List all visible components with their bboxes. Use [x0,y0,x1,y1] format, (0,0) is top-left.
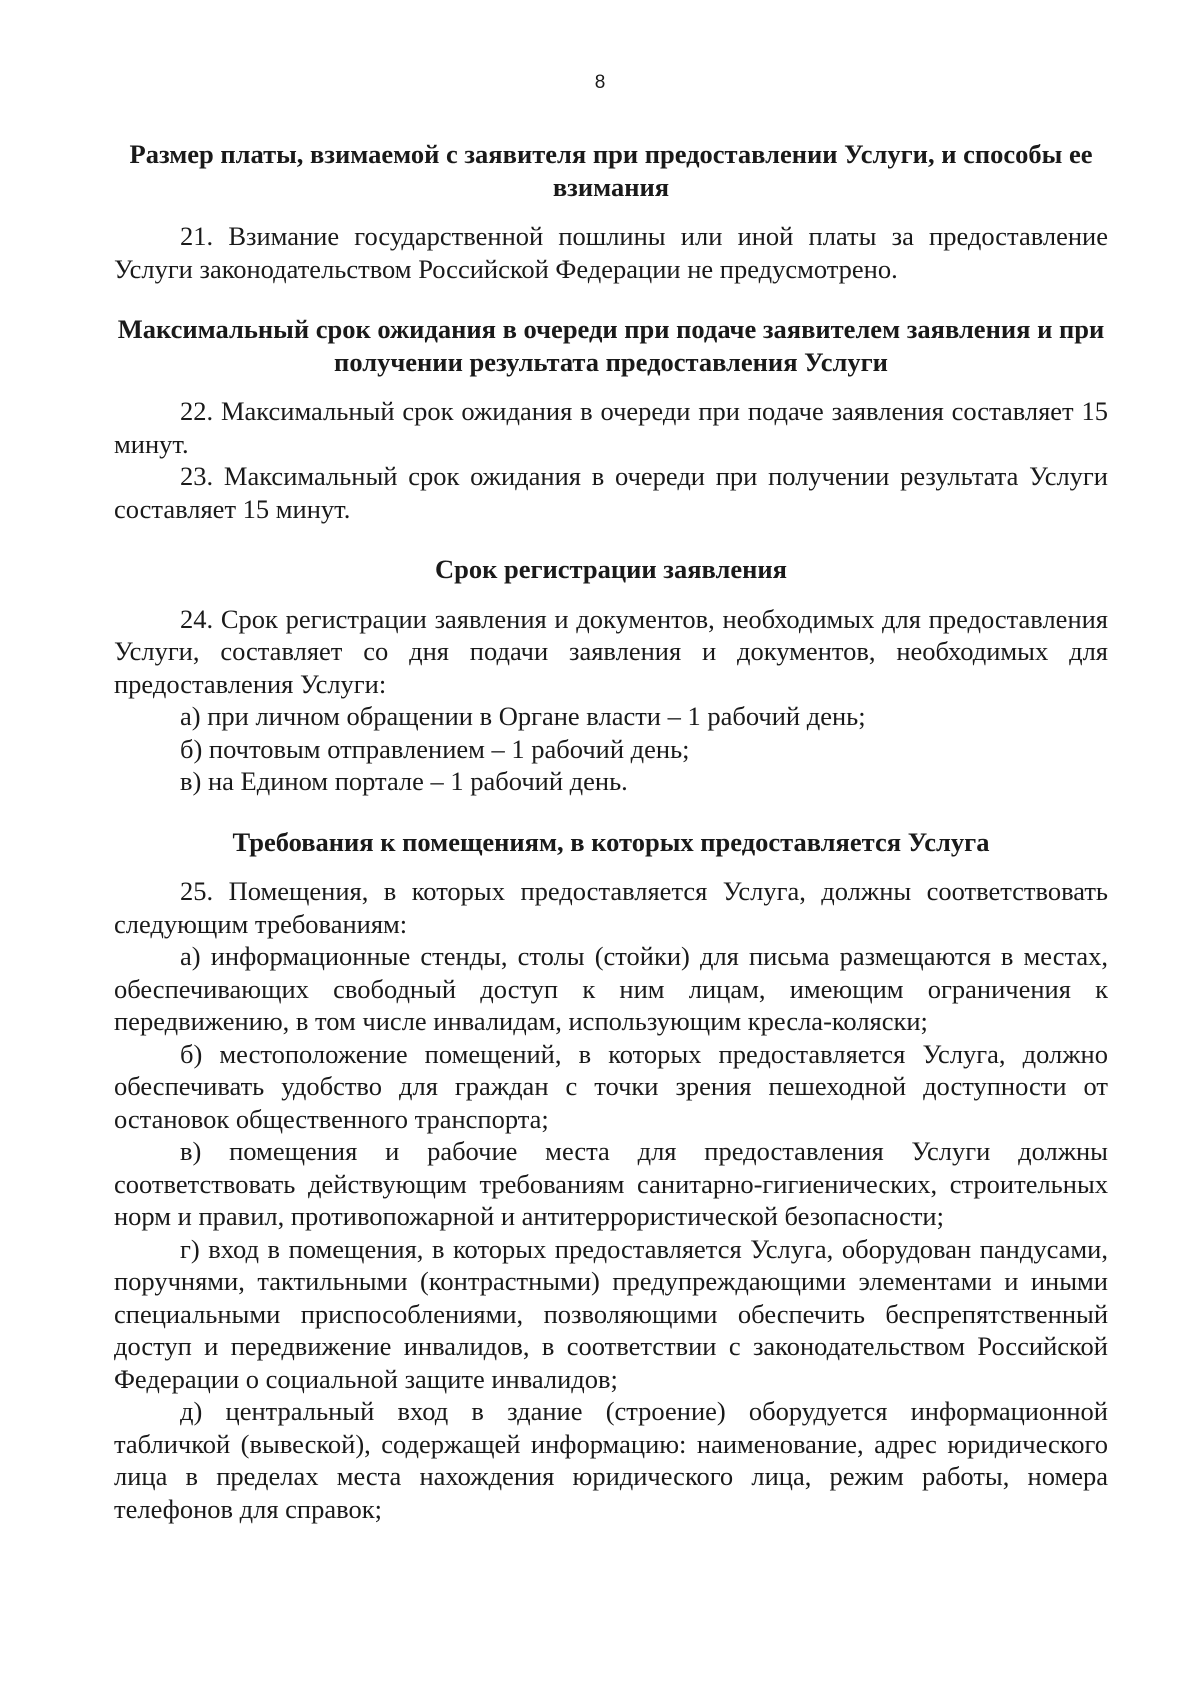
document-body [114,138,1108,1525]
paragraph-25-item-d: д) центральный вход в здание (строение) оборудуется информационной табличкой (вывеской), содержащей информацию: наименование, адрес юридического лица в пределах места нахождения юридического лица, режим работы, номера телефонов для справок; [114,1396,1108,1524]
paragraph-24-item-v: в) на Едином портале – 1 рабочий день. [180,766,628,796]
paragraph-25-item-b: б) местоположение помещений, в которых предоставляется Услуга, должно обеспечивать удобство для граждан с точки зрения пешеходной доступности от остановок общественного транспорта; [114,1038,1108,1134]
section-heading-premises: Требования к помещениям, в которых предоставляется Услуга [232,826,990,857]
paragraph-22: 22. Максимальный срок ожидания в очереди при подаче заявления составляет 15 минут. [114,396,1108,459]
paragraph-25: 25. Помещения, в которых предоставляется Услуга, должны соответствовать следующим требованиям: [114,876,1108,939]
paragraph-25-item-a: а) информационные стенды, столы (стойки) для письма размещаются в местах, обеспечивающих свободный доступ к ним лицам, имеющим ограничения к передвижению, в том числе инвалидам, использующим кресла-коляски; [114,941,1108,1036]
paragraph-23: 23. Максимальный срок ожидания в очереди при получении результата Услуги составляет 15 минут. [114,461,1108,524]
section-heading-queue: Максимальный срок ожидания в очереди при подаче заявителем заявления и при получении результата предоставления Услуги [117,314,1105,377]
paragraph-24-item-a: а) при личном обращении в Органе власти – 1 рабочий день; [180,701,866,731]
paragraph-25-item-v: в) помещения и рабочие места для предоставления Услуги должны соответствовать действующим требованиям санитарно-гигиенических, строительных норм и правил, противопожарной и антитеррористической безопасности; [114,1136,1108,1231]
section-heading-fee: Размер платы, взимаемой с заявителя при предоставлении Услуги, и способы ее взимания [129,139,1093,202]
paragraph-24: 24. Срок регистрации заявления и документов, необходимых для предоставления Услуги, составляет со дня подачи заявления и документов, необходимых для предоставления Услуги: [114,603,1108,699]
paragraph-25-item-g: г) вход в помещения, в которых предоставляется Услуга, оборудован пандусами, поручнями, тактильными (контрастными) предупреждающими элементами и иными специальными приспособлениями, позволяющими обеспечить беспрепятственный доступ и передвижение инвалидов, в соответствии с законодательством Российской Федерации о социальной защите инвалидов; [114,1233,1108,1394]
section-heading-registration: Срок регистрации заявления [434,554,788,584]
paragraph-21: 21. Взимание государственной пошлины или иной платы за предоставление Услуги законодательством Российской Федерации не предусмотрено. [114,221,1108,284]
paragraph-24-item-b: б) почтовым отправлением – 1 рабочий день; [180,733,690,764]
page-number: 8 [594,72,606,93]
